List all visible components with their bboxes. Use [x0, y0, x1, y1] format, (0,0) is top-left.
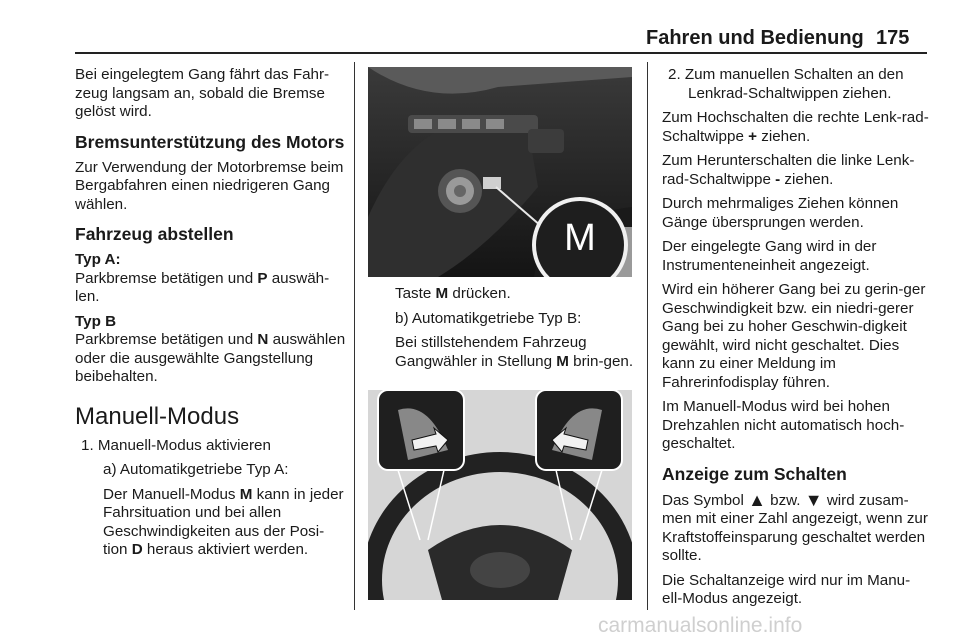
paragraph-press-m: Taste M drücken.	[395, 285, 511, 302]
m-badge: M	[564, 217, 596, 259]
column-left	[75, 66, 347, 566]
paragraph-high-rpm: Im Manuell-Modus wird bei hohen Drehzahlen nicht automatisch hoch-geschaltet.	[662, 398, 905, 452]
steering-wheel-paddles-image	[368, 390, 632, 600]
watermark: carmanualsonline.info	[598, 614, 803, 637]
section-title: Fahren und Bedienung	[646, 27, 864, 49]
paragraph-release-brake: Bei eingelegtem Gang fährt das Fahr-zeug langsam an, sobald die Bremse gelöst wird.	[75, 66, 330, 120]
heading-manual-mode: Manuell-Modus	[75, 402, 240, 430]
label-type-b: Typ B	[75, 312, 117, 330]
triangle-down-icon: ▼	[804, 489, 823, 510]
paragraph-engine-brake: Zur Verwendung der Motorbremse beim Bergabfahren einen niedrigeren Gang wählen.	[75, 158, 344, 213]
page-number: 175	[876, 27, 910, 49]
list-item-2: 2. Zum manuellen Schalten an den Lenkrad-Schaltwippen ziehen.	[668, 66, 904, 102]
paragraph-type-b-manual: Bei stillstehendem Fahrzeug Gangwähler in Stellung M brin-gen.	[395, 334, 634, 370]
page-header	[0, 0, 960, 58]
column-middle	[395, 285, 639, 377]
paragraph-upshift: Zum Hochschalten die rechte Lenk-rad-Schaltwippe + ziehen.	[662, 109, 929, 145]
paragraph-wrong-gear: Wird ein höherer Gang bei zu gerin-ger Geschwindigkeit bzw. ein niedri-gerer Gang bei zu hoher Geschwin-digkeit gewählt, wird nicht geschaltet. Dies kann zu einer Meldung im Fahrerinfodisplay führen.	[662, 281, 926, 391]
triangle-up-icon: ▲	[748, 489, 766, 510]
heading-parking: Fahrzeug abstellen	[75, 224, 234, 244]
paragraph-type-a: Typ A: Parkbremse betätigen und P auswäh-len.	[75, 251, 347, 307]
paragraph-downshift: Zum Herunterschalten die linke Lenk-rad-Schaltwippe - ziehen.	[662, 152, 915, 188]
label-type-a: Typ A:	[75, 251, 121, 268]
sub-item-a: a) Automatikgetriebe Typ A:	[103, 461, 289, 478]
heading-shift-indicator: Anzeige zum Schalten	[662, 463, 847, 484]
paragraph-type-a-manual: Der Manuell-Modus M kann in jeder Fahrsituation und bei allen Geschwindigkeiten aus der Posi-tion D heraus aktiviert werden.	[103, 485, 344, 558]
steering-wheel-illustration	[368, 390, 632, 600]
sub-item-b: b) Automatikgetriebe Typ B:	[395, 309, 582, 327]
paragraph-type-b: Typ B Parkbremse betätigen und N auswählen oder die ausgewählte Gangstellung beibehalten.	[75, 312, 346, 385]
column-right	[662, 66, 930, 615]
paragraph-skip-gears: Durch mehrmaliges Ziehen können Gänge übersprungen werden.	[662, 195, 899, 231]
heading-engine-brake: Bremsunterstützung des Motors	[75, 131, 345, 152]
dashboard-m-button-image	[368, 67, 632, 277]
paragraph-manual-only: Die Schaltanzeige wird nur im Manu-ell-Modus angezeigt.	[662, 571, 911, 607]
column-divider-1	[354, 62, 355, 610]
column-divider-2	[647, 62, 648, 610]
paragraph-gear-display: Der eingelegte Gang wird in der Instrumenteneinheit angezeigt.	[662, 238, 877, 274]
header-rule	[75, 52, 927, 54]
paragraph-shift-symbol: Das Symbol ▲ bzw. ▼ wird zusam-men mit einer Zahl angezeigt, wenn zur Kraftstoffeinsparung geschaltet werden sollte.	[662, 489, 928, 564]
list-item-1: 1. Manuell-Modus aktivieren	[81, 436, 271, 454]
